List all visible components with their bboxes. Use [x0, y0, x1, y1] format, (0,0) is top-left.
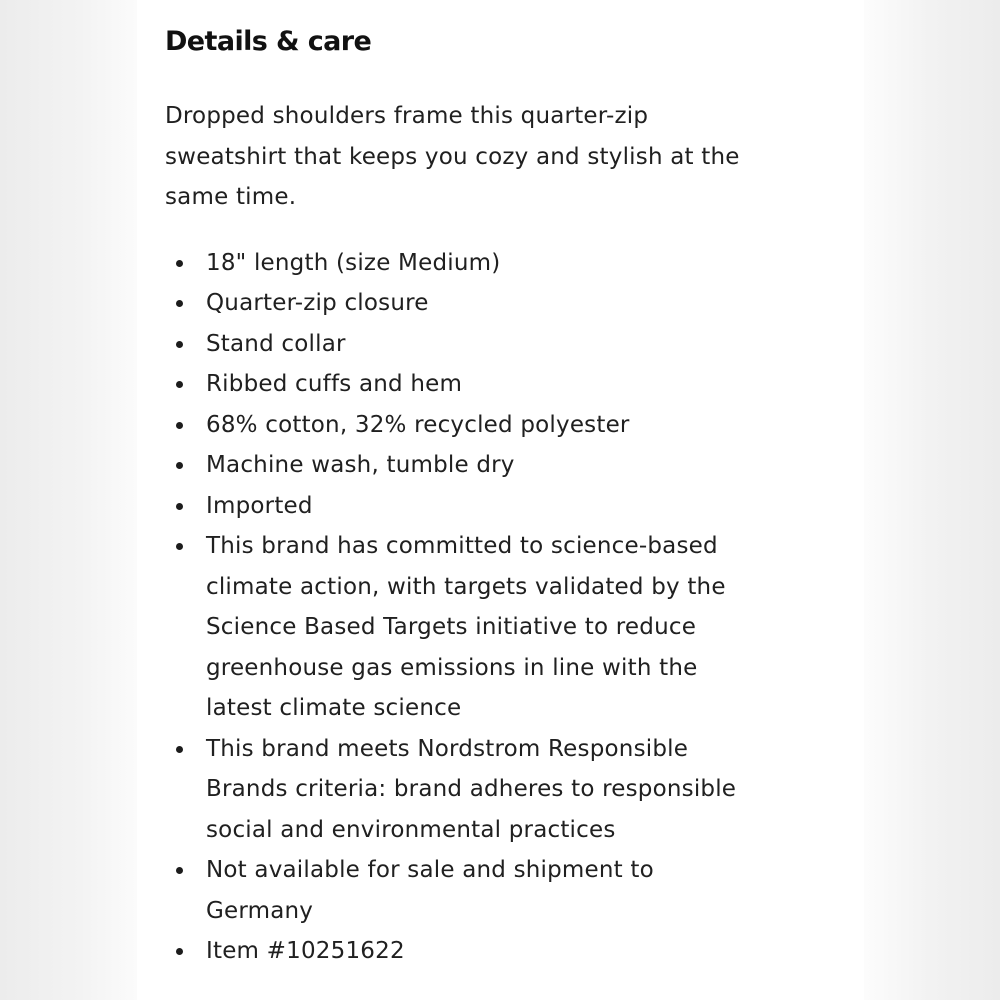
bullet-dot-icon: [176, 503, 183, 510]
list-item: [165, 243, 845, 284]
list-item-line: latest climate science: [206, 695, 462, 721]
product-description: [165, 96, 845, 218]
list-item: [165, 931, 845, 972]
list-item: [165, 729, 845, 851]
list-item-line: 68% cotton, 32% recycled polyester: [206, 411, 630, 438]
list-item-line: Stand collar: [206, 330, 346, 357]
list-item-line: Brands criteria: brand adheres to responsible: [206, 776, 737, 802]
list-item-line: Ribbed cuffs and hem: [206, 371, 463, 397]
list-item: [165, 526, 845, 729]
section-title: Details & care: [165, 26, 372, 57]
list-item-line: This brand has committed to science-based: [206, 533, 718, 559]
list-item-line: Item #10251622: [206, 938, 405, 964]
list-item: [165, 850, 845, 931]
details-bullet-list: [165, 243, 845, 972]
list-item-line: climate action, with targets validated by the: [206, 573, 726, 600]
list-item: [165, 364, 845, 405]
list-item-line: 18" length (size Medium): [206, 249, 501, 276]
list-item-line: Quarter-zip closure: [206, 290, 429, 316]
bullet-dot-icon: [176, 948, 183, 955]
list-item: [165, 405, 845, 446]
list-item: [165, 324, 845, 365]
list-item-line: social and environmental practices: [206, 816, 616, 843]
bullet-dot-icon: [176, 543, 183, 550]
bullet-dot-icon: [176, 462, 183, 469]
list-item: [165, 486, 845, 527]
bullet-dot-icon: [176, 422, 183, 429]
description-line: same time.: [165, 184, 297, 210]
list-item: [165, 445, 845, 486]
bullet-dot-icon: [176, 381, 183, 388]
list-item: [165, 283, 845, 324]
list-item-line: Not available for sale and shipment to: [206, 857, 654, 883]
bullet-dot-icon: [176, 867, 183, 874]
bullet-dot-icon: [176, 341, 183, 348]
list-item-line: Machine wash, tumble dry: [206, 452, 515, 478]
bullet-dot-icon: [176, 300, 183, 307]
description-line: Dropped shoulders frame this quarter-zip: [165, 103, 649, 129]
list-item-line: Germany: [206, 897, 314, 924]
bullet-dot-icon: [176, 260, 183, 267]
list-item-line: This brand meets Nordstrom Responsible: [206, 735, 689, 762]
bullet-dot-icon: [176, 746, 183, 753]
description-line: sweatshirt that keeps you cozy and stylish at the: [165, 143, 740, 170]
list-item-line: Imported: [206, 492, 313, 519]
list-item-line: greenhouse gas emissions in line with the: [206, 654, 698, 681]
details-and-care-section: [165, 22, 845, 972]
list-item-line: Science Based Targets initiative to reduce: [206, 614, 697, 640]
